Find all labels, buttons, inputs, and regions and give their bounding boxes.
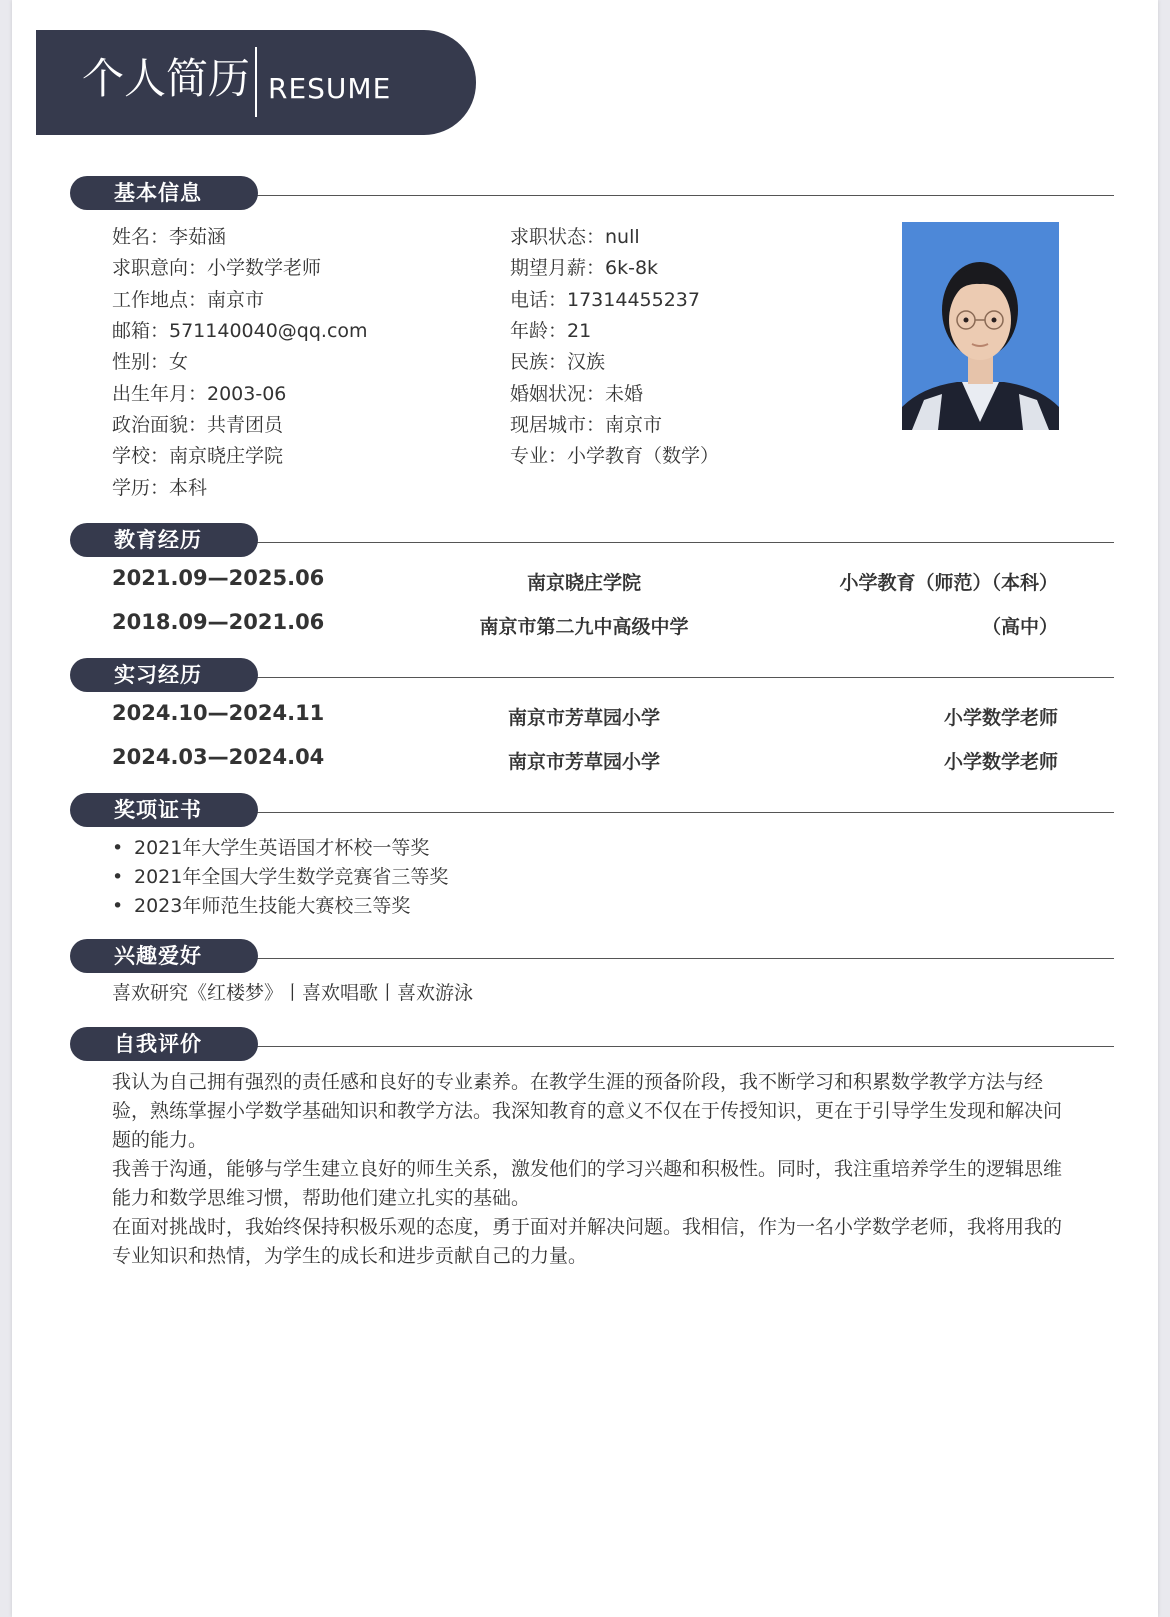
info-job-intention: 求职意向：小学数学老师	[112, 257, 322, 279]
internship-date: 2024.03—2024.04	[112, 745, 325, 769]
header-divider	[255, 47, 257, 117]
info-city: 现居城市：南京市	[510, 414, 663, 436]
info-gender: 性别：女	[112, 351, 189, 373]
education-school: 南京晓庄学院	[526, 572, 641, 594]
internship-place: 南京市芳草园小学	[507, 751, 660, 773]
internship-place: 南京市芳草园小学	[507, 707, 660, 729]
info-work-location: 工作地点：南京市	[112, 289, 265, 311]
section-awards	[70, 793, 1114, 827]
info-marital: 婚姻状况：未婚	[510, 383, 644, 405]
info-political: 政治面貌：共青团员	[112, 414, 284, 436]
education-major: 小学教育（师范）（本科）	[839, 572, 1058, 594]
info-phone: 电话：17314455237	[510, 289, 700, 311]
section-rule	[250, 195, 1114, 196]
section-internship	[70, 658, 1114, 692]
self-eval-paragraph	[112, 1068, 1062, 1271]
section-rule	[250, 677, 1114, 678]
award-item: • 2023年师范生技能大赛校三等奖	[112, 894, 410, 918]
profile-photo	[902, 222, 1059, 430]
resume-title: 个人简历	[82, 54, 251, 103]
internship-date: 2024.10—2024.11	[112, 701, 325, 725]
education-date: 2018.09—2021.06	[112, 610, 325, 634]
self-eval-line: 我善于沟通，能够与学生建立良好的师生关系，激发他们的学习兴趣和积极性。同时，我注重培养学生的逻辑思维能力和数学思维习惯，帮助他们建立扎实的基础。	[112, 1158, 1063, 1209]
award-item: • 2021年全国大学生数学竞赛省三等奖	[112, 865, 448, 889]
info-email: 邮箱：571140040@qq.com	[112, 320, 368, 342]
info-age: 年龄：21	[510, 320, 592, 342]
education-major: （高中）	[981, 616, 1058, 638]
info-salary: 期望月薪：6k-8k	[510, 257, 659, 279]
award-item: • 2021年大学生英语国才杯校一等奖	[112, 836, 429, 860]
section-rule	[250, 542, 1114, 543]
self-eval-line: 我认为自己拥有强烈的责任感和良好的专业素养。在教学生涯的预备阶段，我不断学习和积累数学教学方法与经验，熟练掌握小学数学基础知识和教学方法。我深知教育的意义不仅在于传授知识，更在于引导学生发现和解决问题的能力。	[112, 1071, 1063, 1151]
section-basic-info	[70, 176, 1114, 210]
info-major: 专业：小学教育（数学）	[510, 445, 720, 467]
info-job-status: 求职状态：null	[510, 226, 640, 248]
section-title: 基本信息	[70, 176, 258, 210]
resume-page	[12, 0, 1158, 1617]
hobbies-text: 喜欢研究《红楼梦》丨喜欢唱歌丨喜欢游泳	[112, 982, 474, 1004]
info-school: 学校：南京晓庄学院	[112, 445, 284, 467]
section-hobbies	[70, 939, 1114, 973]
internship-role: 小学数学老师	[943, 751, 1058, 773]
self-eval-line: 在面对挑战时，我始终保持积极乐观的态度，勇于面对并解决问题。我相信，作为一名小学数学老师，我将用我的专业知识和热情，为学生的成长和进步贡献自己的力量。	[112, 1216, 1063, 1267]
section-rule	[250, 1046, 1114, 1047]
section-rule	[250, 958, 1114, 959]
info-ethnicity: 民族：汉族	[510, 351, 606, 373]
education-date: 2021.09—2025.06	[112, 566, 325, 590]
section-self-evaluation	[70, 1027, 1114, 1061]
portrait-icon	[902, 222, 1059, 430]
info-degree: 学历：本科	[112, 477, 208, 499]
section-rule	[250, 812, 1114, 813]
info-birth: 出生年月：2003-06	[112, 383, 287, 405]
section-education	[70, 523, 1114, 557]
section-title: 兴趣爱好	[70, 939, 258, 973]
section-title: 奖项证书	[70, 793, 258, 827]
resume-subtitle: RESUME	[268, 72, 392, 105]
section-title: 实习经历	[70, 658, 258, 692]
education-school: 南京市第二九中高级中学	[479, 616, 689, 638]
section-title: 自我评价	[70, 1027, 258, 1061]
internship-role: 小学数学老师	[943, 707, 1058, 729]
info-name: 姓名：李茹涵	[112, 226, 227, 248]
section-title: 教育经历	[70, 523, 258, 557]
